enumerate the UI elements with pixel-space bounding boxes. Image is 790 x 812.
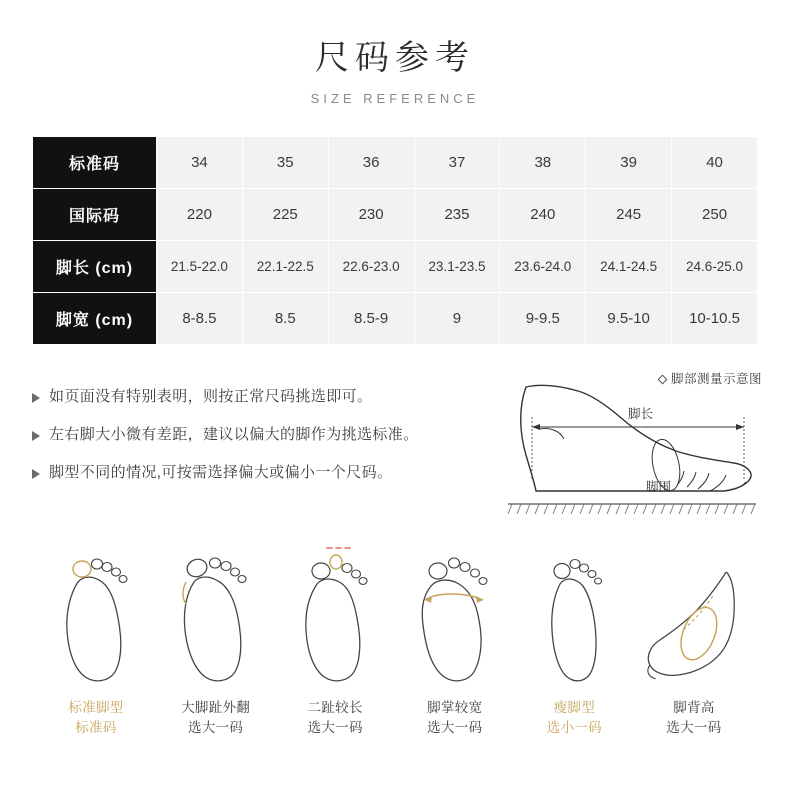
foot-art <box>520 538 628 688</box>
foot-type-name: 二趾较长 <box>307 700 363 715</box>
table-cell: 34 <box>157 136 243 188</box>
foot-type-standard <box>42 538 150 739</box>
table-row <box>33 136 758 188</box>
foot-caption <box>401 698 509 739</box>
foot-art <box>281 538 389 688</box>
note-text: 如页面没有特别表明，则按正常尺码挑选即可。 <box>49 387 373 405</box>
foot-type-name: 脚掌较宽 <box>427 700 483 715</box>
table-row <box>33 240 758 292</box>
table-cell: 22.1-22.5 <box>242 240 328 292</box>
foot-measure-diagram <box>488 369 768 529</box>
foot-caption <box>520 698 628 739</box>
table-cell: 225 <box>242 188 328 240</box>
foot-type-advice: 选大一码 <box>187 720 244 736</box>
table-cell: 24.6-25.0 <box>672 240 758 292</box>
table-cell: 8.5-9 <box>328 292 414 344</box>
notes-list <box>32 387 502 502</box>
footprint-long-second-toe-icon <box>287 538 383 688</box>
table-cell: 23.1-23.5 <box>414 240 500 292</box>
note-text: 脚型不同的情况,可按需选择偏大或偏小一个尺码。 <box>49 464 393 482</box>
foot-type-name: 大脚趾外翻 <box>181 700 251 715</box>
table-row <box>33 292 758 344</box>
table-cell: 9.5-10 <box>586 292 672 344</box>
table-cell: 9-9.5 <box>500 292 586 344</box>
footprint-narrow-icon <box>526 538 622 688</box>
notes-and-diagram <box>0 371 790 529</box>
foot-type-wide <box>401 538 509 739</box>
foot-type-high-instep <box>640 538 748 739</box>
foot-art <box>162 538 270 688</box>
table-cell: 250 <box>672 188 758 240</box>
table-cell: 40 <box>672 136 758 188</box>
diamond-icon <box>658 375 668 385</box>
table-cell: 39 <box>586 136 672 188</box>
table-cell: 240 <box>500 188 586 240</box>
table-cell: 230 <box>328 188 414 240</box>
table-cell: 22.6-23.0 <box>328 240 414 292</box>
size-table <box>32 136 758 345</box>
foot-caption <box>640 698 748 739</box>
table-cell: 35 <box>242 136 328 188</box>
table-cell: 21.5-22.0 <box>157 240 243 292</box>
foot-high-instep-icon <box>640 538 748 688</box>
foot-type-narrow <box>520 538 628 739</box>
foot-caption <box>162 698 270 739</box>
foot-caption <box>281 698 389 739</box>
table-cell: 245 <box>586 188 672 240</box>
table-cell: 24.1-24.5 <box>586 240 672 292</box>
page-title: 尺码参考 <box>315 39 475 77</box>
table-row <box>33 188 758 240</box>
foot-art <box>401 538 509 688</box>
size-table-wrap <box>32 136 758 345</box>
foot-type-name: 标准脚型 <box>68 700 124 715</box>
foot-art <box>42 538 150 688</box>
triangle-bullet-icon <box>32 431 40 441</box>
table-cell: 8-8.5 <box>157 292 243 344</box>
row-label: 脚长 (cm) <box>33 240 157 292</box>
foot-type-advice: 选大一码 <box>307 720 363 736</box>
diagram-title: 脚部测量示意图 <box>670 371 762 386</box>
list-item <box>32 425 502 445</box>
table-cell: 8.5 <box>242 292 328 344</box>
table-cell: 9 <box>414 292 500 344</box>
triangle-bullet-icon <box>32 469 40 479</box>
note-text: 左右脚大小微有差距，建议以偏大的脚作为挑选标准。 <box>49 426 419 444</box>
girth-label: 脚围 <box>646 479 672 494</box>
table-cell: 38 <box>500 136 586 188</box>
footprint-bunion-icon <box>168 538 264 688</box>
table-cell: 220 <box>157 188 243 240</box>
table-cell: 37 <box>414 136 500 188</box>
list-item <box>32 463 502 483</box>
page-header <box>0 0 790 106</box>
triangle-bullet-icon <box>32 393 40 403</box>
footprint-standard-icon <box>48 538 144 688</box>
foot-caption <box>42 698 150 739</box>
page-subtitle: SIZE REFERENCE <box>310 90 480 106</box>
foot-side-view-svg <box>488 369 768 529</box>
list-item <box>32 387 502 407</box>
foot-type-advice: 选大一码 <box>427 720 483 736</box>
row-label: 标准码 <box>33 136 157 188</box>
foot-types-row <box>0 538 790 739</box>
foot-type-advice: 选小一码 <box>546 720 602 736</box>
foot-type-advice: 选大一码 <box>666 720 722 736</box>
table-cell: 10-10.5 <box>672 292 758 344</box>
foot-type-advice: 标准码 <box>75 720 117 736</box>
diagram-title-wrap <box>659 369 762 387</box>
table-cell: 235 <box>414 188 500 240</box>
table-cell: 36 <box>328 136 414 188</box>
row-label: 国际码 <box>33 188 157 240</box>
foot-art <box>640 538 748 688</box>
foot-type-name: 瘦脚型 <box>553 700 596 715</box>
foot-type-long-second-toe <box>281 538 389 739</box>
length-label: 脚长 <box>628 406 654 421</box>
table-cell: 23.6-24.0 <box>500 240 586 292</box>
foot-type-name: 脚背高 <box>673 700 715 715</box>
foot-type-bunion <box>162 538 270 739</box>
row-label: 脚宽 (cm) <box>33 292 157 344</box>
footprint-wide-icon <box>407 538 503 688</box>
